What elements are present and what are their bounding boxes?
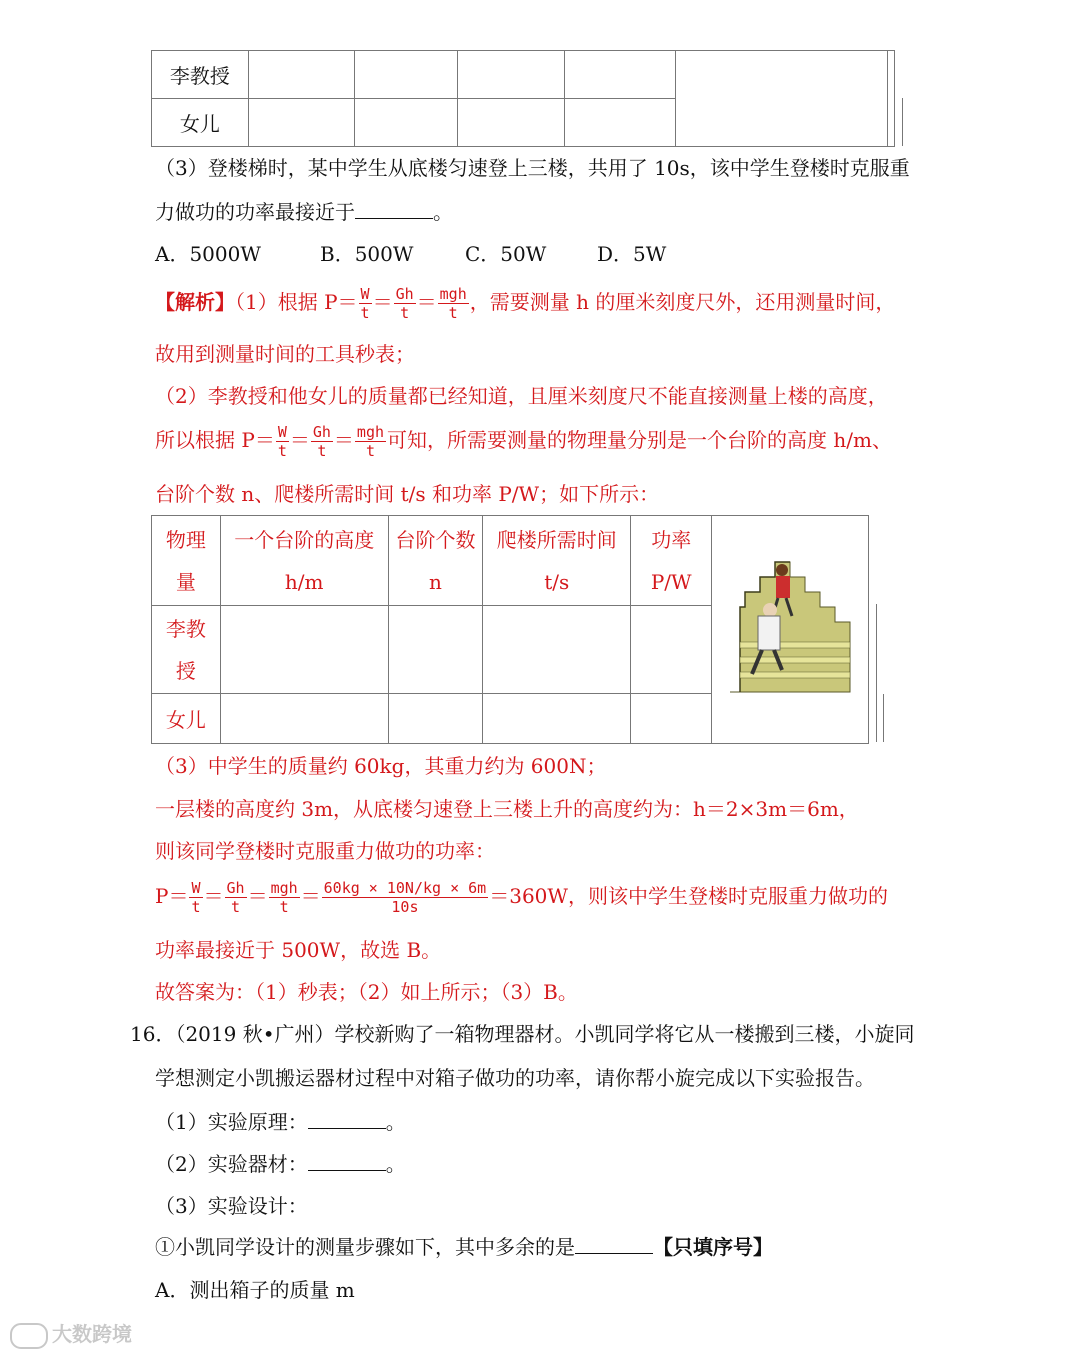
question-text: （3）登楼梯时，某中学生从底楼匀速登上三楼，共用了 10s，该中学生登楼时克服重 [155, 156, 910, 180]
fraction-mgh-t: $\frac{\text{mgh}}{t}$ [439, 285, 467, 322]
staircase-illustration [712, 516, 869, 744]
question-16: 16．（2019 秋•广州）学校新购了一箱物理器材。小凯同学将它从一楼搬到三楼，小旋同 [130, 1022, 915, 1046]
staircase-image [720, 552, 860, 702]
analysis-line: 台阶个数 n、爬楼所需时间 t/s 和功率 P/W；如下所示： [155, 482, 660, 506]
answer-blank [308, 1150, 386, 1171]
table-header-cell: 台阶个数 n [388, 516, 482, 606]
analysis-line: （2）李教授和他女儿的质量都已经知道，且厘米刻度尺不能直接测量上楼的高度， [155, 384, 888, 408]
fraction-mgh-t: $\frac{\text{mgh}}{t}$ [270, 879, 298, 916]
question-16-part: （1）实验原理： 。 [155, 1110, 406, 1134]
fraction-w-t: $\frac{W}{t}$ [277, 423, 287, 460]
answer-blank [355, 198, 433, 219]
fraction-gh-t: $\frac{Gh}{t}$ [312, 423, 331, 460]
analysis-line: 故用到测量时间的工具秒表； [155, 342, 415, 366]
analysis-line: （3）中学生的质量约 60kg，其重力约为 600N； [155, 754, 607, 778]
analysis-line: 则该同学登楼时克服重力做功的功率： [155, 839, 495, 863]
final-answer: 故答案为：（1）秒表；（2）如上所示；（3）B。 [155, 980, 578, 1004]
fraction-w-t: $\frac{W}{t}$ [360, 285, 370, 322]
table-edge-decoration [883, 694, 884, 742]
question-16: 学想测定小凯搬运器材过程中对箱子做功的功率，请你帮小旋完成以下实验报告。 [155, 1066, 875, 1090]
analysis-line: 功率最接近于 500W，故选 B。 [155, 938, 442, 962]
analysis-line: 所以根据 P＝ $\frac{W}{t}$ ＝ $\frac{Gh}{t}$ ＝ $\frac{\text{mgh}}{t}$ 可知，所需要测量的物理量分别是一个台阶的高度 h/m、 [155, 423, 892, 460]
option-c: C．50W [465, 242, 547, 266]
table-header-cell: 一个台阶的高度 h/m [220, 516, 388, 606]
watermark: 大数跨境 [10, 1318, 132, 1349]
table-header-cell: 功率 P/W [631, 516, 712, 606]
fraction-numeric: $\frac{60kg \times 10N/kg \times 6m}{10s}$ [323, 879, 487, 916]
analysis-line: 一层楼的高度约 3m，从底楼匀速登上三楼上升的高度约为：h＝2×3m＝6m， [155, 797, 859, 821]
fraction-gh-t: $\frac{Gh}{t}$ [226, 879, 245, 916]
question-16-part: A．测出箱子的质量 m [155, 1278, 355, 1302]
watermark-logo-icon [10, 1323, 48, 1349]
table-row-label: 李教授 [152, 51, 249, 99]
table-edge-decoration [876, 604, 877, 742]
question-16-part: （3）实验设计： [155, 1194, 308, 1218]
table-edge-decoration [894, 50, 895, 146]
analysis-tag: 【解析】 [155, 290, 235, 314]
table-row-label: 女儿 [152, 99, 249, 147]
fraction-mgh-t: $\frac{\text{mgh}}{t}$ [356, 423, 385, 460]
top-table [151, 50, 895, 147]
question-text: 力做功的功率最接近于 。 [155, 200, 453, 224]
table-edge-decoration [887, 50, 888, 146]
table-header-cell: 爬楼所需时间 t/s [483, 516, 631, 606]
answer-blank [575, 1233, 653, 1254]
table-row-label: 李教 授 [152, 606, 221, 694]
fraction-gh-t: $\frac{Gh}{t}$ [395, 285, 414, 322]
option-d: D．5W [597, 242, 667, 266]
answer-table [151, 515, 869, 744]
option-b: B．500W [320, 242, 414, 266]
option-a: A．5000W [155, 242, 261, 266]
question-16-part: ①小凯同学设计的测量步骤如下，其中多余的是 【只填序号】 [155, 1235, 773, 1259]
question-16-part: （2）实验器材： 。 [155, 1152, 406, 1176]
table-edge-decoration [902, 98, 903, 146]
answer-blank [308, 1108, 386, 1129]
table-row-label: 女儿 [152, 694, 221, 744]
fraction-w-t: $\frac{W}{t}$ [191, 879, 201, 916]
table-header-cell: 物理 量 [152, 516, 221, 606]
analysis-line: P＝ $\frac{W}{t}$ ＝ $\frac{Gh}{t}$ ＝ $\frac{\text{mgh}}{t}$ ＝ $\frac{60kg \times 10N/kg \times 6m}{10s}$ ＝360W，则该中学生登楼时克服重力做功的 [155, 879, 888, 916]
analysis-line: 【解析】（1）根据 P＝ $\frac{W}{t}$ ＝ $\frac{Gh}{t}$ ＝ $\frac{\text{mgh}}{t}$ ，需要测量 h 的厘米刻度尺外，还用测量时间， [155, 285, 896, 322]
